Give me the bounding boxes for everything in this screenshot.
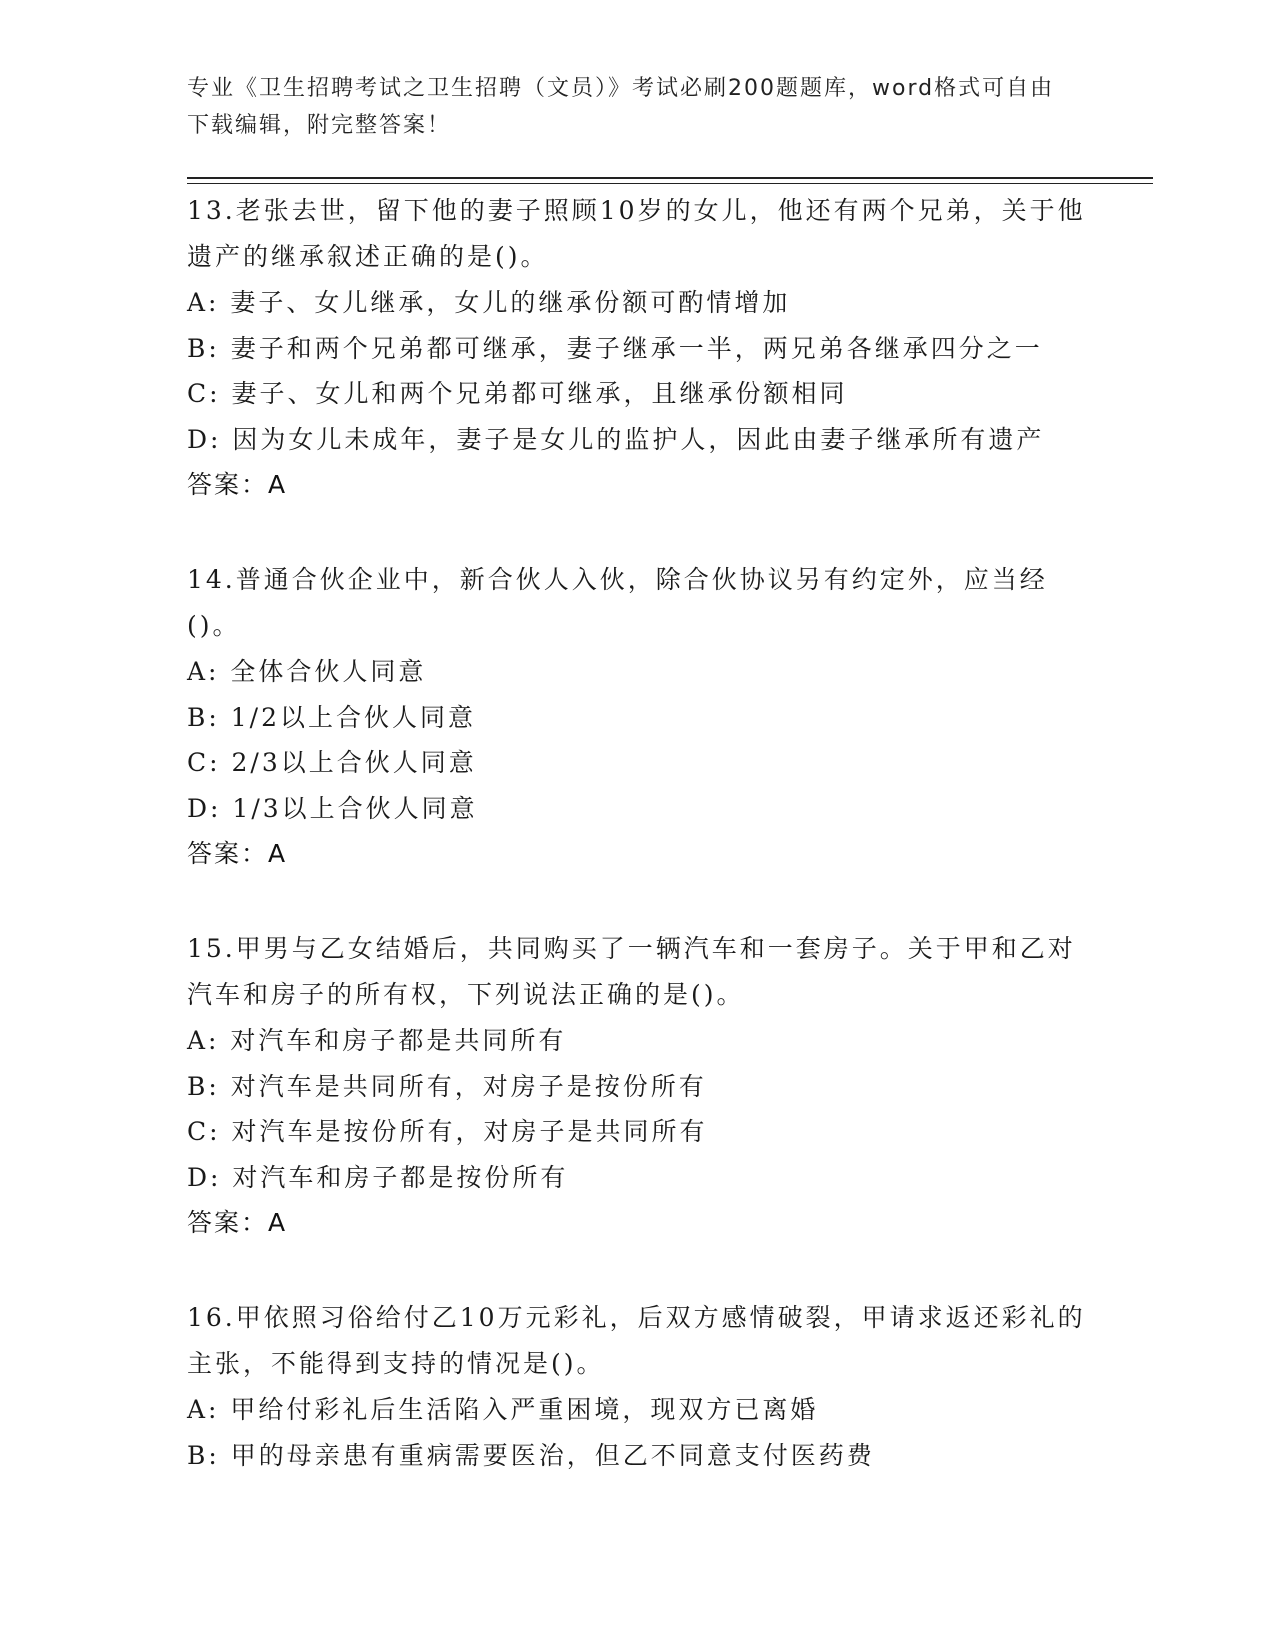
option-b: B: 妻子和两个兄弟都可继承，妻子继承一半，两兄弟各继承四分之一 <box>187 333 1043 363</box>
option-a: A: 对汽车和房子都是共同所有 <box>187 1026 567 1055</box>
question-stem: 15.甲男与乙女结婚后，共同购买了一辆汽车和一套房子。关于甲和乙对汽车和房子的所有权，下列说法正确的是()。 <box>187 934 1076 1009</box>
question-15 <box>187 926 1087 1246</box>
option-d: D: 因为女儿未成年，妻子是女儿的监护人，因此由妻子继承所有遗产 <box>187 424 1045 454</box>
question-13 <box>187 188 1087 508</box>
answer-line: 答案：A <box>187 1208 288 1237</box>
question-list <box>187 188 1087 1527</box>
option-d: D: 对汽车和房子都是按份所有 <box>187 1162 569 1192</box>
answer-line: 答案：A <box>187 839 288 868</box>
question-14 <box>187 557 1087 877</box>
option-c: C: 妻子、女儿和两个兄弟都可继承，且继承份额相同 <box>187 379 848 408</box>
option-b: B: 1/2以上合伙人同意 <box>187 702 476 732</box>
option-c: C: 2/3以上合伙人同意 <box>187 748 477 777</box>
question-16 <box>187 1295 1087 1478</box>
document-header <box>187 70 1067 144</box>
answer-line: 答案：A <box>187 470 288 499</box>
option-a: A: 全体合伙人同意 <box>187 657 427 686</box>
option-d: D: 1/3以上合伙人同意 <box>187 793 478 823</box>
question-stem: 16.甲依照习俗给付乙10万元彩礼，后双方感情破裂，甲请求返还彩礼的主张，不能得到支持的情况是()。 <box>187 1303 1086 1378</box>
question-stem: 14.普通合伙企业中，新合伙人入伙，除合伙协议另有约定外，应当经()。 <box>187 565 1048 640</box>
document-title: 专业《卫生招聘考试之卫生招聘（文员）》考试必刷200题题库，word格式可自由下载编辑，附完整答案！ <box>187 76 1055 138</box>
option-c: C: 对汽车是按份所有，对房子是共同所有 <box>187 1117 708 1146</box>
option-a: A: 妻子、女儿继承，女儿的继承份额可酌情增加 <box>187 288 791 317</box>
header-divider-thick <box>187 177 1153 179</box>
option-a: A: 甲给付彩礼后生活陷入严重困境，现双方已离婚 <box>187 1395 819 1424</box>
header-divider-thin <box>187 183 1153 184</box>
question-stem: 13.老张去世，留下他的妻子照顾10岁的女儿，他还有两个兄弟，关于他遗产的继承叙述正确的是()。 <box>187 196 1086 271</box>
option-b: B: 甲的母亲患有重病需要医治，但乙不同意支付医药费 <box>187 1440 875 1470</box>
option-b: B: 对汽车是共同所有，对房子是按份所有 <box>187 1071 707 1101</box>
